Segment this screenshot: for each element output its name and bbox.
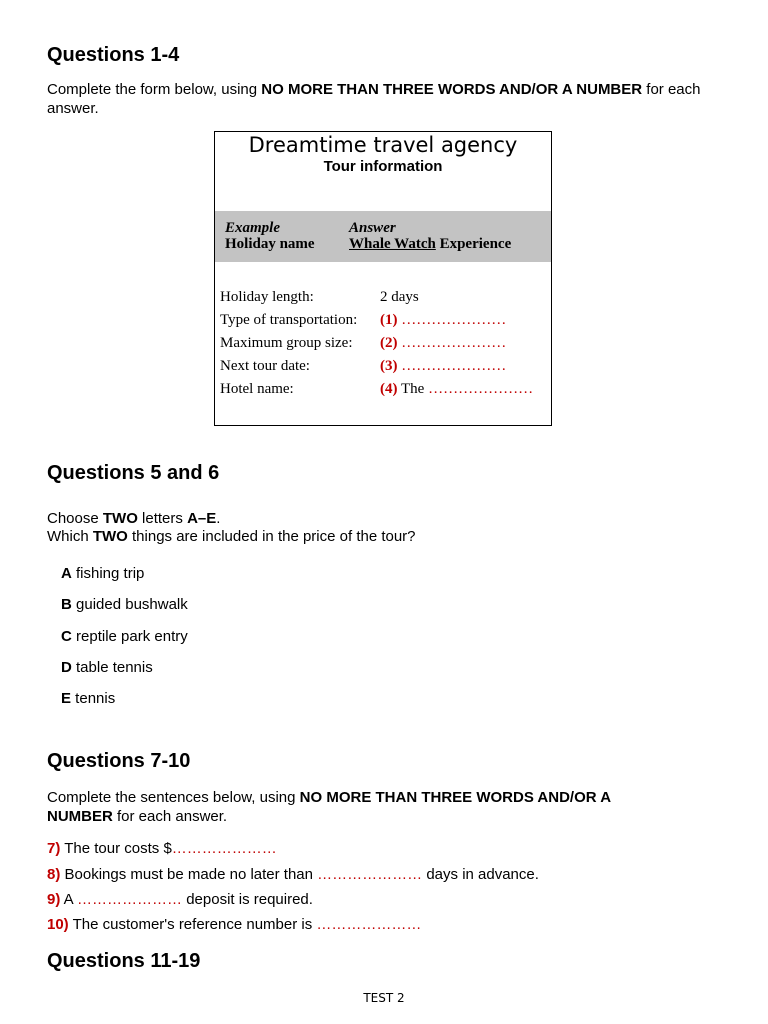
option-text: fishing trip <box>71 565 145 582</box>
sentence-text: The tour costs $ <box>60 840 172 857</box>
instructions-q7-10 <box>47 788 611 807</box>
sentence-number: 9) <box>47 891 61 908</box>
section-heading-q1-4: Questions 1-4 <box>47 44 180 66</box>
row-value <box>380 381 533 398</box>
instr-text: Choose <box>47 510 103 527</box>
option-letter: A <box>61 565 72 582</box>
answer-blank: ………………… <box>171 840 277 857</box>
option-text: tennis <box>71 690 116 707</box>
sentence-8 <box>47 865 539 884</box>
form-row <box>220 358 550 380</box>
sentence-7 <box>47 839 277 858</box>
page-footer: TEST 2 <box>363 991 405 1005</box>
sentence-text: deposit is required. <box>182 891 313 908</box>
option-c <box>61 628 188 645</box>
answer-number: (2) <box>380 335 398 351</box>
sentence-number: 10) <box>47 916 69 933</box>
answer-blank: ………………… <box>401 358 507 374</box>
example-field: Holiday name <box>225 236 315 252</box>
instr-bold: TWO <box>102 510 138 527</box>
row-value <box>380 312 506 329</box>
answer-blank: ………………… <box>77 891 183 908</box>
answer-blank: ………………… <box>317 866 423 883</box>
option-text: table tennis <box>71 659 153 676</box>
sentence-number: 7) <box>47 840 61 857</box>
row-value <box>380 358 506 375</box>
option-letter: C <box>61 628 72 645</box>
answer-number: (1) <box>380 312 398 328</box>
instr-text: Complete the form below, using <box>47 81 262 98</box>
example-label: Example <box>225 220 280 236</box>
section-heading-q5-6: Questions 5 and 6 <box>47 462 220 484</box>
instr-bold: A–E <box>187 510 217 527</box>
answer-blank: ………………… <box>401 335 507 351</box>
option-text: reptile park entry <box>71 628 188 645</box>
example-row <box>215 211 551 262</box>
option-d <box>61 659 153 676</box>
answer-blank: ………………… <box>316 916 422 933</box>
instr-bold: NO MORE THAN THREE WORDS AND/OR A <box>299 789 612 806</box>
example-answer-rest: Experience <box>435 236 512 252</box>
option-e <box>61 690 115 707</box>
example-answer-underlined: Whale Watch <box>349 236 436 252</box>
option-letter: B <box>61 596 72 613</box>
option-b <box>61 596 188 613</box>
section-heading-q7-10: Questions 7-10 <box>47 750 191 772</box>
form-row <box>220 335 550 357</box>
option-a <box>61 565 144 582</box>
row-label: Next tour date: <box>220 358 310 374</box>
row-label: Type of transportation: <box>220 312 358 328</box>
instr-bold: NO MORE THAN THREE WORDS AND/OR A NUMBER <box>261 81 643 98</box>
instr-text: Which <box>47 528 93 545</box>
instr-text: . <box>216 510 221 527</box>
form-subtitle: Tour information <box>323 158 443 175</box>
section-heading-q11-19: Questions 11-19 <box>47 950 201 972</box>
instructions-q7-10-line2 <box>47 807 227 826</box>
answer-number: (3) <box>380 358 398 374</box>
instr-text: for each answer. <box>112 808 228 825</box>
instr-bold: TWO <box>92 528 128 545</box>
answer-number: (4) <box>380 381 398 397</box>
option-letter: D <box>61 659 72 676</box>
form-row <box>220 289 550 311</box>
row-value <box>380 335 506 352</box>
sentence-number: 8) <box>47 866 61 883</box>
instructions-q1-4 <box>47 80 727 118</box>
sentence-text: Bookings must be made no later than <box>60 866 318 883</box>
choose-instruction <box>47 509 220 528</box>
sentence-text: A <box>60 891 78 908</box>
option-letter: E <box>61 690 72 707</box>
sentence-9 <box>47 890 313 909</box>
which-question <box>47 527 416 546</box>
instr-text: letters <box>137 510 188 527</box>
row-label: Maximum group size: <box>220 335 353 351</box>
form-row <box>220 312 550 334</box>
example-answer <box>349 236 511 253</box>
answer-label: Answer <box>349 220 396 236</box>
instr-bold: NUMBER <box>47 808 113 825</box>
sentence-text: days in advance. <box>422 866 539 883</box>
row-label: Hotel name: <box>220 381 294 397</box>
sentence-10 <box>47 915 421 934</box>
answer-blank: ………………… <box>401 312 507 328</box>
form-title: Dreamtime travel agency <box>248 133 518 157</box>
row-value-text: 2 days <box>380 289 419 305</box>
tour-info-form <box>214 131 552 426</box>
row-label: Holiday length: <box>220 289 314 305</box>
answer-blank: ………………… <box>428 381 534 397</box>
instr-text: for each answer. <box>47 81 701 117</box>
instr-text: things are included in the price of the tour? <box>127 528 416 545</box>
instr-text: Complete the sentences below, using <box>47 789 300 806</box>
row-value <box>380 289 419 306</box>
row-prefix: The <box>397 381 429 397</box>
option-text: guided bushwalk <box>71 596 188 613</box>
form-row <box>220 381 550 403</box>
sentence-text: The customer's reference number is <box>68 916 317 933</box>
